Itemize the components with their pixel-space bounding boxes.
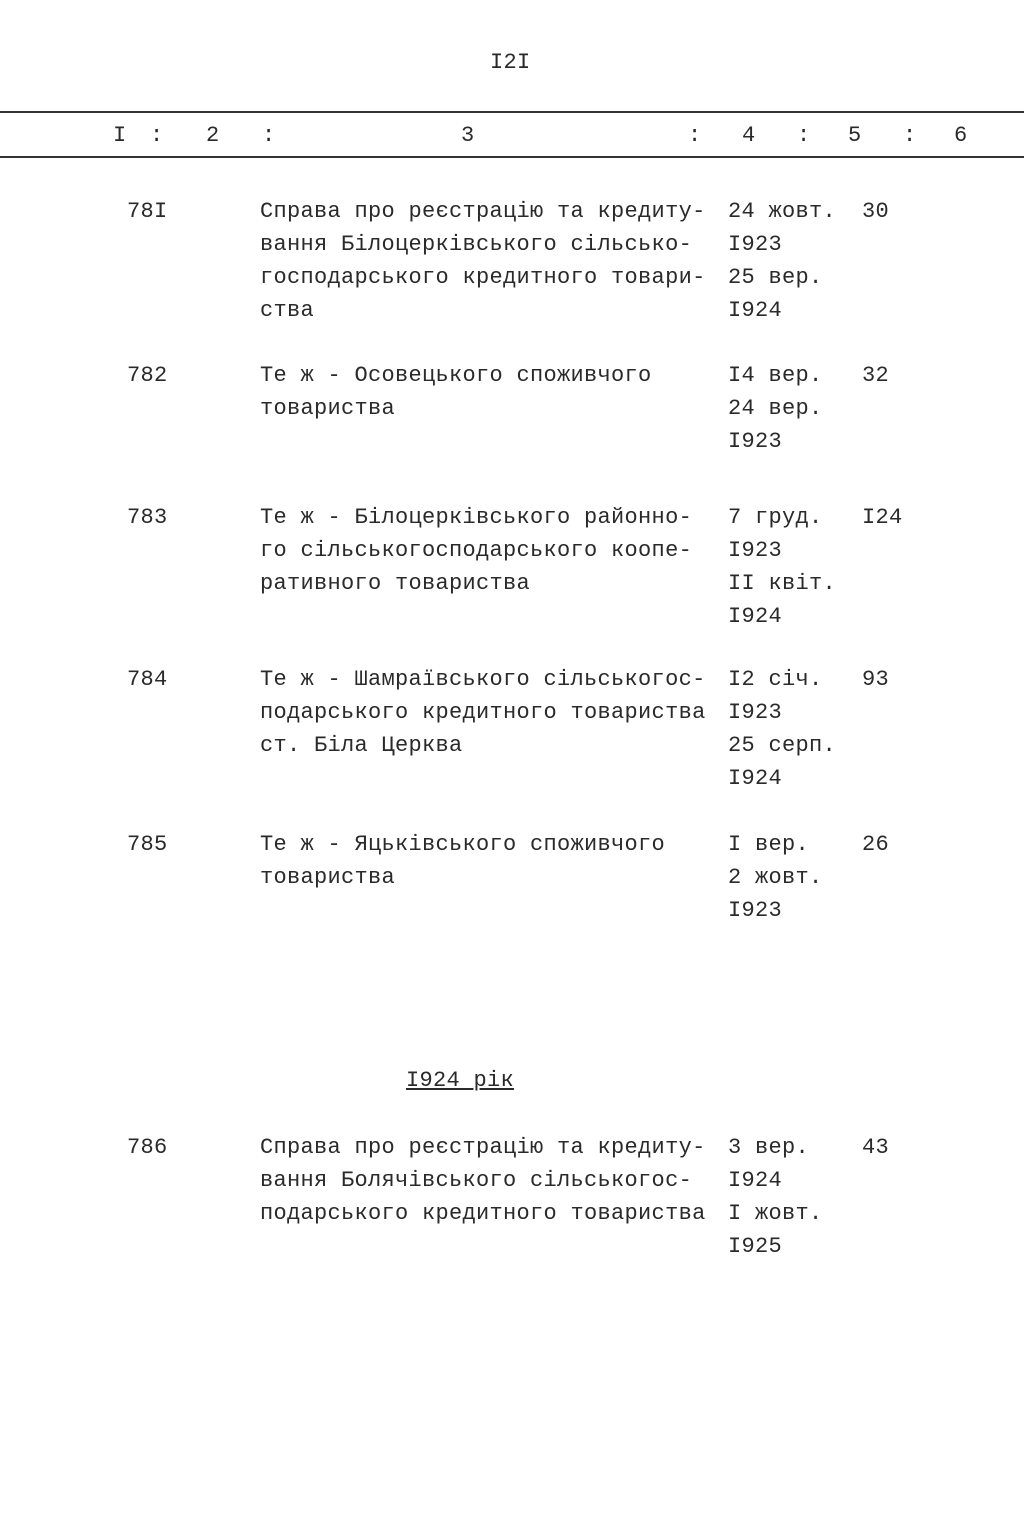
date-line: I924	[728, 1168, 783, 1193]
entry-description	[260, 359, 652, 421]
description-line: подарського кредитного товариства	[260, 1201, 706, 1226]
description-line: товариства	[260, 865, 396, 890]
col-header-4: 4	[742, 123, 756, 148]
entry-number: 782	[127, 363, 168, 388]
description-line: Те ж - Білоцерківського районно-	[260, 505, 693, 530]
header-top-rule	[0, 111, 1024, 113]
description-line: вання Болячівського сільськогос-	[260, 1168, 693, 1193]
date-line: I вер.	[728, 832, 810, 857]
col-sep: :	[903, 123, 917, 148]
col-header-2: 2	[206, 123, 220, 148]
entry-number: 785	[127, 832, 168, 857]
col-sep: :	[688, 123, 702, 148]
description-line: Справа про реєстрацію та кредиту-	[260, 1135, 706, 1160]
date-line: I923	[728, 232, 783, 257]
header-bottom-rule	[0, 156, 1024, 158]
description-line: вання Білоцерківського сільсько-	[260, 232, 693, 257]
entry-page-count: 93	[862, 667, 890, 692]
col-sep: :	[797, 123, 811, 148]
date-line: 25 серп.	[728, 733, 837, 758]
date-line: I924	[728, 604, 783, 629]
date-line: 7 груд.	[728, 505, 823, 530]
entry-description	[260, 828, 666, 890]
date-line: I924	[728, 298, 783, 323]
date-line: 24 жовт.	[728, 199, 837, 224]
entry-number: 783	[127, 505, 168, 530]
page-number: I2I	[490, 50, 531, 75]
entry-number: 78I	[127, 199, 168, 224]
date-line: I923	[728, 429, 783, 454]
entry-description	[260, 501, 693, 596]
entry-description	[260, 663, 706, 758]
entry-description	[260, 1131, 706, 1226]
date-line: I925	[728, 1234, 783, 1259]
entry-description	[260, 195, 706, 323]
entry-dates	[728, 501, 837, 629]
description-line: Те ж - Яцьківського споживчого	[260, 832, 666, 857]
date-line: 3 вер.	[728, 1135, 810, 1160]
description-line: го сільськогосподарського коопе-	[260, 538, 693, 563]
entry-number: 786	[127, 1135, 168, 1160]
date-line: 2 жовт.	[728, 865, 823, 890]
date-line: 24 вер.	[728, 396, 823, 421]
section-heading: I924 рік	[406, 1068, 515, 1093]
description-line: подарського кредитного товариства	[260, 700, 706, 725]
entry-page-count: 26	[862, 832, 890, 857]
col-header-5: 5	[848, 123, 862, 148]
description-line: Справа про реєстрацію та кредиту-	[260, 199, 706, 224]
description-line: товариства	[260, 396, 396, 421]
entry-dates	[728, 1131, 823, 1259]
description-line: Те ж - Осовецького споживчого	[260, 363, 652, 388]
entry-page-count: 32	[862, 363, 890, 388]
date-line: I923	[728, 538, 783, 563]
date-line: I923	[728, 700, 783, 725]
col-header-1: I	[113, 123, 127, 148]
date-line: I924	[728, 766, 783, 791]
description-line: господарського кредитного товари-	[260, 265, 706, 290]
date-line: I2 січ.	[728, 667, 823, 692]
col-sep: :	[262, 123, 276, 148]
entry-page-count: I24	[862, 505, 903, 530]
entry-dates	[728, 359, 823, 454]
col-header-6: 6	[954, 123, 968, 148]
entry-number: 784	[127, 667, 168, 692]
description-line: ства	[260, 298, 315, 323]
date-line: I4 вер.	[728, 363, 823, 388]
date-line: I жовт.	[728, 1201, 823, 1226]
date-line: 25 вер.	[728, 265, 823, 290]
description-line: ративного товариства	[260, 571, 531, 596]
date-line: II квіт.	[728, 571, 837, 596]
description-line: Те ж - Шамраївського сільськогос-	[260, 667, 706, 692]
col-header-3: 3	[461, 123, 475, 148]
entry-page-count: 43	[862, 1135, 890, 1160]
entry-dates	[728, 663, 837, 791]
entry-dates	[728, 195, 837, 323]
entry-page-count: 30	[862, 199, 890, 224]
date-line: I923	[728, 898, 783, 923]
col-sep: :	[150, 123, 164, 148]
description-line: ст. Біла Церква	[260, 733, 463, 758]
entry-dates	[728, 828, 823, 923]
